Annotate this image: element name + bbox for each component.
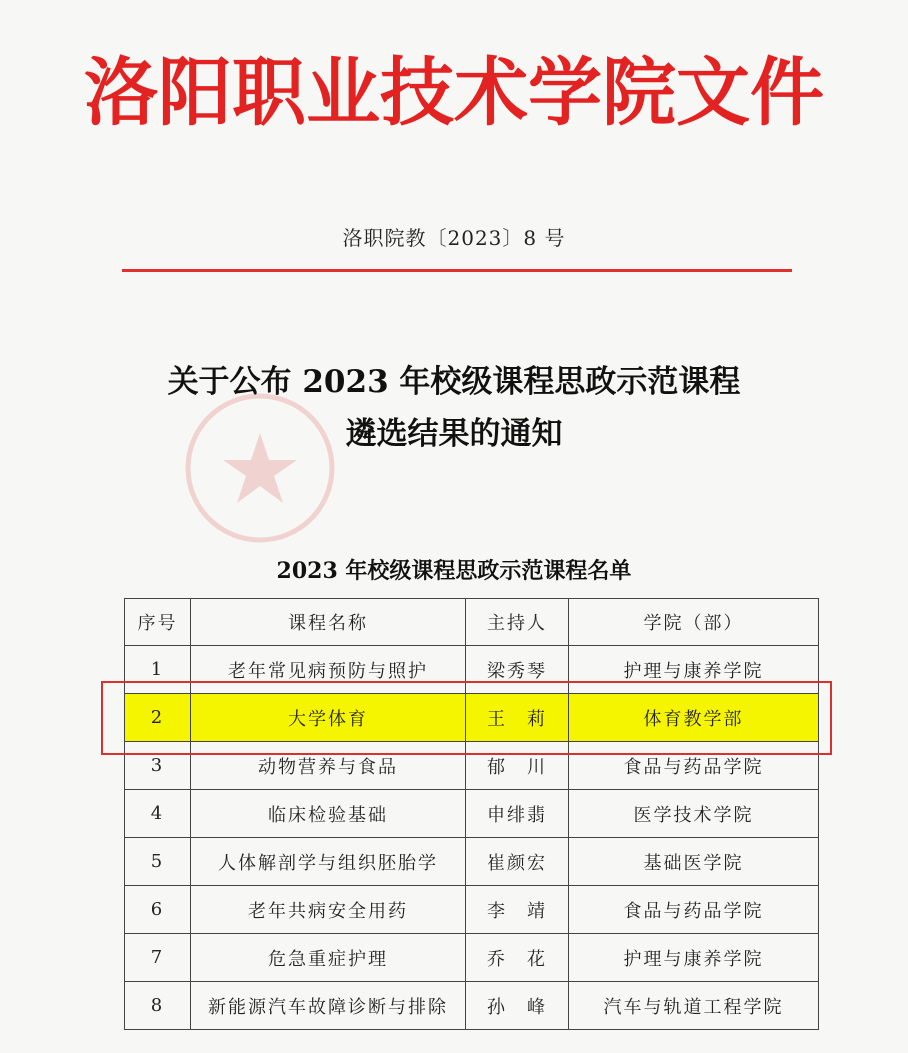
column-header-number: 序号 [125,599,191,646]
cell-host: 李 靖 [466,886,569,934]
cell-course: 老年常见病预防与照护 [191,646,466,694]
cell-number: 4 [125,790,191,838]
column-header-school: 学院（部） [569,599,819,646]
table-row [125,982,819,1030]
notice-title-line-1: 关于公布 2023 年校级课程思政示范课程 [167,364,741,400]
cell-number: 8 [125,982,191,1030]
table-row [125,838,819,886]
cell-host: 申绯翡 [466,790,569,838]
notice-title [0,356,908,460]
cell-course: 危急重症护理 [191,934,466,982]
cell-school: 医学技术学院 [569,790,819,838]
cell-course: 老年共病安全用药 [191,886,466,934]
cell-course: 人体解剖学与组织胚胎学 [191,838,466,886]
cell-course: 动物营养与食品 [191,742,466,790]
list-title: 2023 年校级课程思政示范课程名单 [276,558,632,584]
table-row [125,886,819,934]
cell-school: 护理与康养学院 [569,646,819,694]
cell-course: 大学体育 [191,694,466,742]
cell-school: 食品与药品学院 [569,886,819,934]
cell-host: 郁 川 [466,742,569,790]
doc-number: 洛职院教〔2023〕8 号 [342,226,566,250]
cell-host: 孙 峰 [466,982,569,1030]
cell-school: 体育教学部 [569,694,819,742]
cell-number: 6 [125,886,191,934]
cell-host: 乔 花 [466,934,569,982]
cell-number: 3 [125,742,191,790]
cell-number: 1 [125,646,191,694]
notice-title-line-2: 遴选结果的通知 [345,416,563,452]
column-header-host: 主持人 [466,599,569,646]
cell-number: 5 [125,838,191,886]
table-row [125,790,819,838]
column-header-course: 课程名称 [191,599,466,646]
cell-school: 食品与药品学院 [569,742,819,790]
cell-course: 临床检验基础 [191,790,466,838]
cell-number: 7 [125,934,191,982]
table-row [125,934,819,982]
cell-host: 梁秀琴 [466,646,569,694]
cell-school: 汽车与轨道工程学院 [569,982,819,1030]
cell-school: 基础医学院 [569,838,819,886]
cell-host: 王 莉 [466,694,569,742]
cell-course: 新能源汽车故障诊断与排除 [191,982,466,1030]
red-rule-divider [122,269,792,272]
course-table [124,598,819,1030]
cell-number: 2 [125,694,191,742]
cell-school: 护理与康养学院 [569,934,819,982]
annotation-highlight-box [101,681,832,755]
org-title: 洛阳职业技术学院文件 [84,50,824,136]
cell-host: 崔颜宏 [466,838,569,886]
table-header-row [125,599,819,646]
